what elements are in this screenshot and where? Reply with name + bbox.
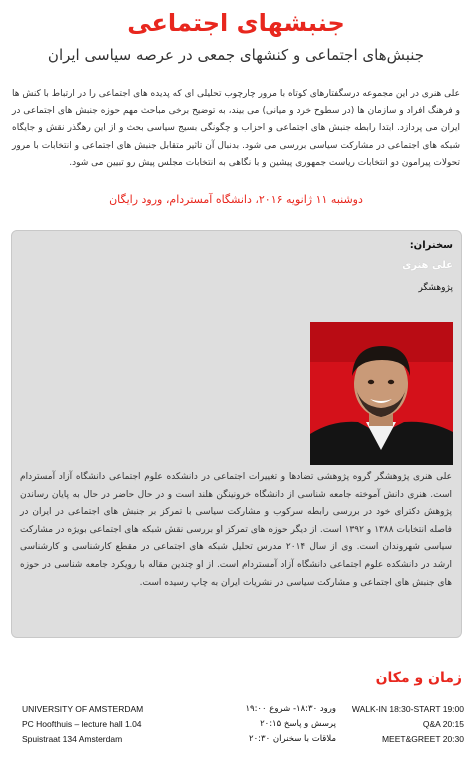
time-line: MEET&GREET 20:30 bbox=[381, 734, 464, 744]
english-times bbox=[352, 702, 464, 747]
persian-times bbox=[186, 702, 336, 747]
time-line: WALK-IN 18:30-START 19:00 bbox=[351, 704, 464, 714]
speaker-bio: علی هنری پژوهشگر گروه پژوهشی تضادها و تغییرات اجتماعی در دانشکده علوم اجتماعی دانشگاه آزاد آمستردام است. هنری دانش آموخته جامعه شناسی از دانشگاه خرونینگن هلند است و در حال حاضر در حال به پایان رساندن پژوهش دکترای خود در بررسی رابطه سرکوب و مشارکت سیاسی با تمرکز بر جنبش های اجتماعی در ایران در فاصله انتخابات ۱۳۸۸ و ۱۳۹۲ است. از دیگر حوزه های تمرکز او بررسی نقش شبکه های اجتماعی بویژه در مشارکت سیاسی شهروندان است. وی از سال ۲۰۱۴ مدرس تحلیل شبکه های اجتماعی در مقطع کارشناسی و کارشناسی ارشد در دانشکده علوم اجتماعی دانشگاه آزاد آمستردام است. از او چندین مقاله با رویکرد جامعه شناسی در حوزه های جنبش های اجتماعی و مشارکت سیاسی در نشریات ایران به چاپ رسیده است. bbox=[20, 472, 452, 588]
speaker-name: علی هنری bbox=[402, 260, 453, 271]
time-line: Q&A 20:15 bbox=[422, 719, 464, 729]
page-subtitle: جنبش‌های اجتماعی و کنشهای جمعی در عرصه سیاسی ایران bbox=[47, 46, 425, 64]
time-line: ورود ۱۸:۳۰- شروع ۱۹:۰۰ bbox=[245, 704, 336, 714]
speaker-photo bbox=[310, 322, 453, 465]
event-date: دوشنبه ۱۱ ژانویه ۲۰۱۶، دانشگاه آمستردام، ورود رایگان bbox=[109, 193, 363, 206]
speaker-role: پژوهشگر bbox=[418, 283, 453, 293]
venue-line: Spuistraat 134 Amsterdam bbox=[22, 734, 123, 744]
speaker-heading: سخنران: bbox=[409, 240, 453, 251]
speaker-box bbox=[11, 230, 462, 638]
time-line: پرسش و پاسخ ۲۰:۱۵ bbox=[260, 719, 336, 729]
venue-info bbox=[22, 702, 143, 747]
venue-line: PC Hoofthuis – lecture hall 1.04 bbox=[22, 719, 142, 729]
time-place-heading: زمان و مکان bbox=[375, 670, 462, 686]
venue-line: UNIVERSITY OF AMSTERDAM bbox=[22, 704, 144, 714]
intro-paragraph: علی هنری در این مجموعه درسگفتارهای کوتاه با مرور چارچوب تحلیلی ای که پدیده های اجتماعی را در ارتباط با کنش ها و فرهنگ افراد و سازمان ها (در سطوح خرد و میانی) می بیند، به توضیح برخی مباحث مهم حوزه جنبش های اجتماعی در ایران می پردازد. ابتدا رابطه جنبش های اجتماعی و احزاب و چگونگی بسیج سیاسی بحث و از این رهگذر نقش و جایگاه شبکه های اجتماعی در مشارکت سیاسی بررسی می شود. بدنبال آن تاثیر متقابل جنبش های اجتماعی و انتخابات با مرور تحولات پیرامون دو انتخابات ریاست جمهوری پیشین و با نگاهی به انتخابات مجلس پیش رو تبیین می شود. bbox=[12, 89, 460, 168]
page-title: جنبشهای اجتماعی bbox=[127, 9, 345, 37]
time-line: ملاقات با سخنران ۲۰:۳۰ bbox=[249, 734, 336, 744]
